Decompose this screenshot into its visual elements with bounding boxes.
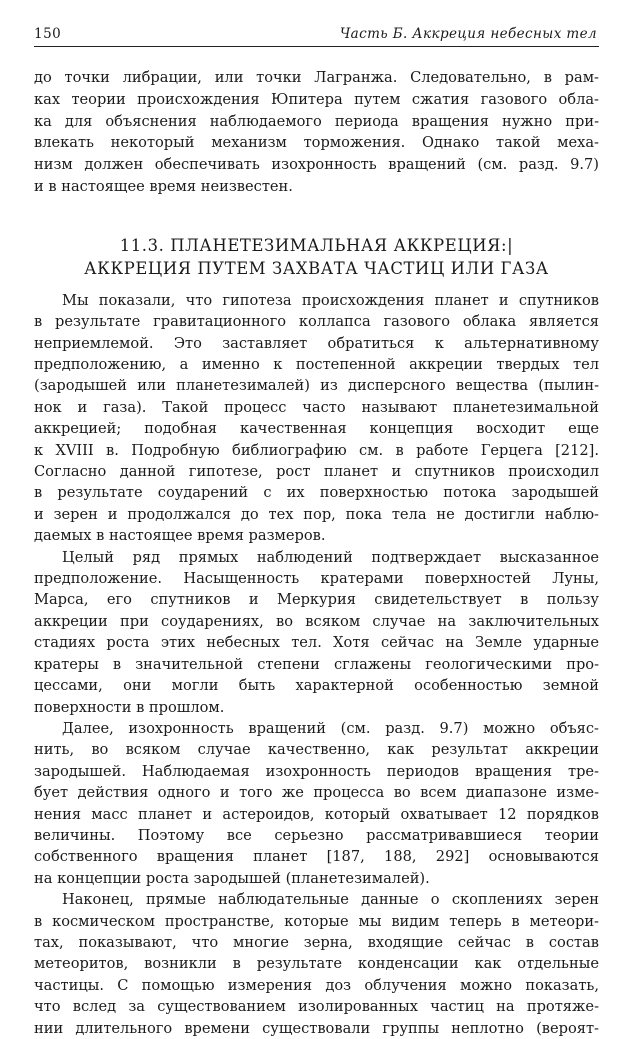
- text-line: неприемлемой. Это заставляет обратиться к альтернативному: [34, 334, 599, 352]
- text-line: даемых в настоящее время размеров.: [34, 527, 326, 545]
- section-heading: [34, 234, 599, 280]
- paragraph-1: [34, 290, 599, 547]
- text-line: аккрецией; подобная качественная концепция восходит еще: [34, 420, 599, 438]
- text-line: Наконец, прямые наблюдательные данные о скоплениях зерен: [62, 891, 599, 909]
- text-line: Далее, изохронность вращений (см. разд. 9.7) можно объяс-: [62, 719, 599, 737]
- text-line: кратеры в значительной степени сглажены геологическими про-: [34, 655, 599, 673]
- text-line: цессами, они могли быть характерной особенностью земной: [34, 677, 599, 695]
- text-line: в результате гравитационного коллапса газового облака является: [34, 313, 599, 331]
- text-line: бует действия одного и того же процесса во всем диапазоне изме-: [34, 784, 599, 802]
- text-line: и зерен и продолжался до тех пор, пока тела не достигли наблю-: [34, 505, 599, 523]
- text-line: в космическом пространстве, которые мы видим теперь в метеори-: [34, 912, 599, 930]
- book-page: [34, 24, 599, 1037]
- page-number: 150: [34, 26, 62, 42]
- text-line: метеоритов, возникли в результате конденсации как отдельные: [34, 955, 599, 973]
- text-line: на концепции роста зародышей (планетезималей).: [34, 869, 430, 887]
- paragraph-3: [34, 718, 599, 889]
- text-line: нии длительного времени существовали группы неплотно (вероят-: [34, 1019, 599, 1037]
- text-line: нок и газа). Такой процесс часто называют планетезимальной: [34, 398, 599, 416]
- text-line: низм должен обеспечивать изохронность вращений (см. разд. 9.7): [34, 156, 599, 174]
- text-line: Согласно данной гипотезе, рост планет и спутников происходил: [34, 463, 599, 481]
- running-head: [34, 24, 599, 46]
- text-line: что вслед за существованием изолированных частиц на протяже-: [34, 998, 599, 1016]
- text-line: в результате соударений с их поверхностью потока зародышей: [34, 484, 599, 502]
- text-line: (зародышей или планетезималей) из дисперсного вещества (пылин-: [34, 377, 599, 395]
- text-line: предположение. Насыщенность кратерами поверхностей Луны,: [34, 570, 599, 588]
- text-line: собственного вращения планет [187, 188, 292] основываются: [34, 848, 599, 866]
- text-line: до точки либрации, или точки Лагранжа. Следовательно, в рам-: [34, 69, 599, 86]
- text-line: Мы показали, что гипотеза происхождения планет и спутников: [62, 291, 599, 309]
- text-line: Целый ряд прямых наблюдений подтверждает высказанное: [62, 548, 599, 566]
- text-line: частицы. С помощью измерения доз облучения можно показать,: [34, 976, 599, 994]
- text-line: предположению, а именно к постепенной аккреции твердых тел: [34, 356, 599, 373]
- paragraph-4: [34, 889, 599, 1039]
- section-heading-line-2: АККРЕЦИЯ ПУТЕМ ЗАХВАТА ЧАСТИЦ ИЛИ ГАЗА: [84, 258, 549, 278]
- text-line: нить, во всяком случае качественно, как результат аккреции: [34, 741, 599, 759]
- text-line: величины. Поэтому все серьезно рассматривавшиеся теории: [34, 826, 599, 844]
- text-line: к XVIII в. Подробную библиографию см. в работе Герцега [212].: [34, 441, 599, 459]
- section-body: [34, 290, 599, 1039]
- text-line: поверхности в прошлом.: [34, 698, 225, 716]
- paragraph-2: [34, 547, 599, 718]
- text-line: ках теории происхождения Юпитера путем сжатия газового обла-: [34, 90, 599, 108]
- text-line: Марса, его спутников и Меркурия свидетельствует в пользу: [34, 591, 599, 609]
- text-line: ка для объяснения наблюдаемого периода вращения нужно при-: [34, 112, 599, 130]
- text-line: влекать некоторый механизм торможения. Однако такой меха-: [34, 134, 599, 152]
- text-line: аккреции при соударениях, во всяком случае на заключительных: [34, 612, 599, 630]
- intro-paragraph: [34, 67, 599, 198]
- section-heading-line-1: 11.3. ПЛАНЕТЕЗИМАЛЬНАЯ АККРЕЦИЯ:|: [119, 235, 514, 255]
- text-line: и в настоящее время неизвестен.: [34, 177, 293, 195]
- running-title: Часть Б. Аккреция небесных тел: [339, 26, 597, 42]
- header-rule: [34, 46, 599, 47]
- text-line: зародышей. Наблюдаемая изохронность периодов вращения тре-: [34, 762, 599, 780]
- text-line: тах, показывают, что многие зерна, входящие сейчас в состав: [34, 933, 599, 951]
- text-line: нения масс планет и астероидов, который охватывает 12 порядков: [34, 805, 599, 823]
- text-line: стадиях роста этих небесных тел. Хотя сейчас на Земле ударные: [34, 634, 599, 652]
